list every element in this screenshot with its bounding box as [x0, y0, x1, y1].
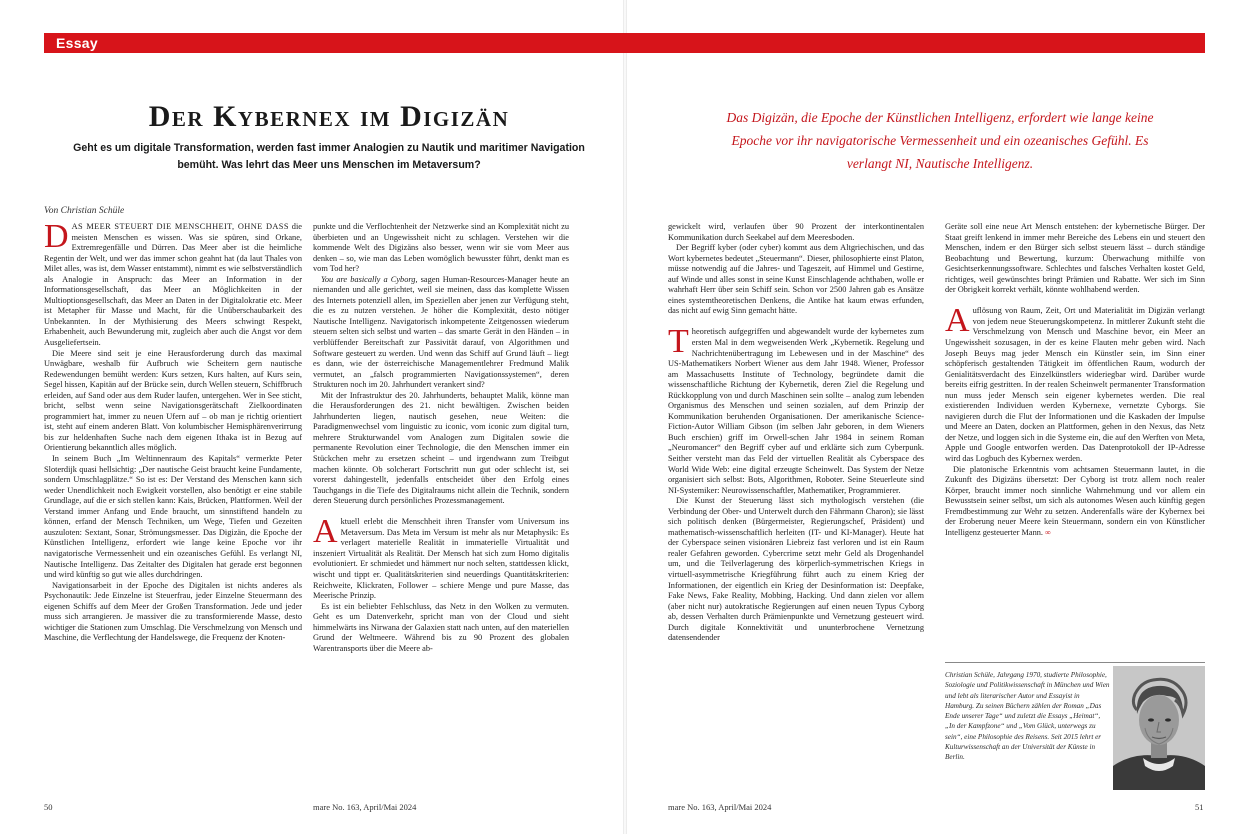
text-column-4 [945, 222, 1205, 662]
page-number-left: 50 [44, 802, 53, 812]
section-label: Essay [56, 35, 98, 51]
paragraph-text: die meisten Menschen es wissen. Was sie spüren, sind Orkane, Extremregenfälle und Dürren. Das Meer aber ist die heimliche Regentin der Welt, und wer das immer schon geahnt hat (da laut Thales von Milet alles, was ist, dem Wasser entstammt), nimmt es wie selbstverständlich als Analogie in Anspruch: das Meer an Information in der Informationsgesellschaft, das Meer an Möglichkeiten in der Multioptionsgesellschaft, das Meer an Daten in der Digitalokratie etc. Meer ist Metapher für Masse und Macht, für die Unüberschaubarkeit des Unbekannten. In der Mythisierung des Meers schwingt Respekt, Erhabenheit, auch Bewunderung mit, zugleich aber auch die Angst vor dem Ausgeliefertsein. [44, 222, 302, 348]
paragraph: Die Kunst der Steuerung lässt sich mythologisch verstehen (die Verbindung der Ober- und Unterwelt durch den Fährmann Charon); sie lässt sich politisch denken (Bürgermeister, Regierungschef, Präsident) und mathematisch-wissenschaftlich herleiten (IT- und KI-Manager). Heute hat der Cyberspace seinen visionären Liebreiz fast verloren und ist ein Raum realer Gefahren geworden. Cybercrime setzt mehr Geld als Drogenhandel um, und die Teilverlagerung des körperlich-symmetrischen Kriegs in virtuell-asymmetrische Kriegführung führt auch zu einem Krieg der Informationen, der eigentlich ein Krieg der Desinformation ist: Deepfake, Fake News, Fake Reality, Mobbing, Hacking. Und dann zielen vor allem (aber nicht nur) autokratische Regierungen auf einen neuen Typus Cyborg ab, dessen Verhalten durch Prämienpunkte und Vernetzung gesteuert wird. Durch digitale Konnektivität und ununterbrochene Vernetzung datensendender [668, 496, 924, 643]
bio-divider [945, 662, 1205, 663]
paragraph [945, 302, 1205, 464]
paragraph [945, 465, 1205, 539]
paragraph [668, 323, 924, 496]
drop-cap: D [44, 222, 69, 255]
paragraph [44, 222, 302, 349]
drop-cap: T [668, 323, 689, 361]
paragraph-text: uflösung von Raum, Zeit, Ort und Materialität im Digizän verlangt von jedem neue Steuerungskompetenz. In mittlerer Zukunft steht die Verschmelzung von Mensch und Maschine bevor, ein Meer an Ungewissheit sozusagen, in der es keine Flauten mehr geben wird. Nach Joseph Beuys mag jeder Mensch ein Künstler sein, im Sinn einer schöpferisch gestaltenden Tätigkeit im öffentlichen Raum, wodurch der Genialitätsverdacht des Einzelkünstlers wideriegbar wird. Darüber wurde bereits eifrig gestritten. In der realen Scheinwelt permanenter Transformation nun muss jeder Mensch sein eigener kybernetes werden. Die real existierenden Individuen werden Kybernexe, vernetzte Cyborgs. Sie navigieren durch die Flut der Informationen und die Kaskaden der Impulse und Meere an Daten, docken an Plattformen, gehen in den Nexus, das Netz der Netze, und loggen sich in die Systeme ein, die auf den Werften von Meta, Apple und Google entworfen werden. Das Datenprotokoll der IP-Adresse wird das Logbuch des Kybernex werden. [945, 306, 1205, 463]
author-bio: Christian Schüle, Jahrgang 1970, studierte Philosophie, Soziologie und Politikwissenschaft in München und Wien und lebt als literarischer Autor und Essayist in Hamburg. Zu seinen Büchern zählen der Roman „Das Ende unserer Tage“ und zuletzt die Essays „Heimat“, „In der Kampfzone“ und „Vom Glück, unterwegs zu sein“, eine Philosophie des Reisens. Seit 2015 lehrt er Kulturwissenschaft an der Universität der Künste in Berlin. [945, 671, 1110, 762]
drop-cap: A [945, 302, 970, 340]
text-column-3 [668, 222, 924, 792]
emphasis: You are basically a Cyborg, [321, 274, 418, 284]
issue-line-left: mare No. 163, April/Mai 2024 [313, 802, 417, 812]
author-byline: Von Christian Schüle [44, 206, 125, 216]
paragraph: In seinem Buch „Im Weltinnenraum des Kapitals“ vermerkte Peter Sloterdijk quasi hellsichtig: „Der nautische Geist braucht keine Fundamente, sondern Umschlagplätze.“ So ist es: Der Verstand des Menschen kann sich weder Unendlichkeit noch Ewigkeit vorstellen, also benötigt er eine stabile Grundlage, auf die er sich stellen kann: Kais, Brücken, Plattformen. Weil der Verstand immer Anfang und Ende braucht, um sinnstiftend handeln zu können, erfand der Mensch Techniken, um Wege, Tiefen und Gezeiten auszuloten: Sextant, Sonar, Strömungsmesser. Das Digizän, die Epoche der Künstlichen Intelligenz, erfordert wie lange keine Epoche vor ihr navigatorische Vermessenheit und ein ozeanisches Gefühl. Es verlangt NI, Nautische Intelligenz. Das Zeitalter des Digitalen hat gerade erst begonnen und wird künftig so gut wie alles durchdringen. [44, 454, 302, 580]
author-portrait [1113, 666, 1205, 790]
paragraph-text: Die platonische Erkenntnis vom achtsamen Steuermann lautet, in die Zukunft des Digizäns übersetzt: Der Cyborg ist trotz allem noch realer Körper, braucht immer noch sinnliche Wahrnehmung und vor allem ein Bewusstsein seiner selbst, um sich als autonomes Wesen auch künftig gegen Fremdbestimmung zur Wehr zu setzen. Anderenfalls wäre der Kybernex bei der Eroberung neuer Meere kein Steuermann, sondern ein von Künstlicher Intelligenz gesteuerter Mann. [945, 464, 1205, 537]
paragraph: Mit der Infrastruktur des 20. Jahrhunderts, behauptet Malik, könne man die Herausforderungen des 21. nicht bewältigen. Zwischen beiden Jahrhunderten liegen, nautisch gesehen, neue Weiten: die Paradigmenwechsel vom linguistic zu iconic, vom iconic zum digital turn, mehrere Strukturwandel vom Analogen zum Digitalen sowie die permanente Revolution einer Technologie, die den Menschen immer ein Stückchen mehr zu ersetzen scheint – und irgendwann zum Treibgut machen könnte. Ob solcherart Fortschritt nun gut oder schlecht ist, sei vorerst dahingestellt, jedenfalls entscheidet über den Erfolg eines Tauchgangs in die Tiefe des Digitalraums nicht allein die Technik, sondern deren Steuerung durch persönliches Prozessmanagement. [313, 390, 569, 506]
paragraph: gewickelt wird, verlaufen über 90 Prozent der interkontinentalen Kommunikation durch Seekabel auf dem Meeresboden. [668, 222, 924, 242]
paragraph: Geräte soll eine neue Art Mensch entstehen: der kybernetische Bürger. Der Staat greift lenkend in immer mehr Bereiche des Lebens ein und steuert den Menschen, indem er den Bürger sich selbst steuern lässt – durch ständige Beobachtung und Bewertung, kurzum: Überwachung mithilfe von Gesichtserkennungssoftware. Schlechtes und falsches Verhalten kostet Geld, richtiges, weil gewünschtes bringt Prämien und Rabatte. Wer sich im Sinn der Obrigkeit korrekt verhält, könnte wohlhabend werden. [945, 222, 1205, 295]
paragraph-text: ktuell erlebt die Menschheit ihren Transfer vom Universum ins Metaversum. Das Meta im Versum ist mehr als nur Metaphysik: Es verlagert materielle Realität in immaterielle Virtualität und inszeniert Virtualität als Realität. Der Mensch hat sich zum Homo digitalis evolutioniert. Er schmiedet und hämmert nur noch selten, stattdessen klickt, wischt und tippt er. Qualitätskriterien sind neuerdings Quantitätskriterien: Reichweite, Klickraten, Follower – schiere Menge und pure Masse, das Meerische Prinzip. [313, 517, 569, 601]
article-title: Der Kybernex im Digizän [148, 100, 510, 133]
paragraph-text: heoretisch aufgegriffen und abgewandelt wurde der kybernetes zum ersten Mal in dem wegweisenden Werk „Kybernetik. Regelung und Nachrichtenübertragung im Lebewesen und in der Maschine“ des US-Mathematikers Norbert Wiener aus dem Jahr 1948. Wiener, Professor am Massachusetts Institute of Technology, begründete damit die wissenschaftliche Richtung der Kybernetik, deren Ziel die Regelung und Rückkopplung von und durch Maschinen sein sollte – analog zum lebenden Organismus des Menschen und seinen sozialen, auf dem Prinzip der Kommunikation beruhenden Organisationen. Der amerikanische Science-Fiction-Autor William Gibson (im selben Jahr geboren, in dem Wieners Buch erschien) griff im Orwell-schen Jahr 1984 in seinem Roman „Neuromancer“ den Begriff cyber auf und erklärte sich zum Cyberpunk. Seither versteht man das Feld der virtuellen Realität als Cyberspace des World Wide Web: eine digital erzeugte Scheinwelt. Das System der Netze organisiert sich selbst: Bots, Algorithmen, Roboter. Seine Steuerleute sind NI-Systemiker: Neurowissenschaftler, Mathematiker, Programmierer. [668, 327, 924, 495]
drop-cap: A [313, 513, 338, 551]
paragraph: Der Begriff kyber (oder cyber) kommt aus dem Altgriechischen, und das Wort kybernetes bedeutet „Steuermann“. Dieser, philosophierte einst Platon, müsse notwendig auf die Jahres- und Tageszeit, auf Himmel und Gestirne, auf Winde und alles sonst in seine Kunst Einschlagende achthaben, wolle er wahrhaft Herr über sein Schiff sein. Schon vor 2500 Jahren gab es Ansätze eines systemtheoretischen Denkens, die Antike hat kaum etwas erfunden, das nicht auf ewig Sinn gemacht hätte. [668, 243, 924, 316]
paragraph: Die Meere sind seit je eine Herausforderung durch das maximal Unwägbare, weshalb für Aufbruch wie Scheitern gern nautische Redewendungen bemüht werden: Kurs setzen, Kurs halten, auf Kurs sein, Segel hissen, Kapitän auf der Brücke sein, durch Wellen steuern, Schiffbruch erleiden, auf Sand oder aus dem Ruder laufen, untergehen. Wer in See sticht, bricht, selbst wenn seine Navigationsgerätschaft Zielkoordinaten programmiert hat, immer zu neuen Ufern auf – ob man je richtig orientiert ist, steht auf einem anderen Blatt. Von kolumbischer Hemisphärenverirrung bis zur heldenhaften Suche nach dem eigenen Ithaka ist in Bezug auf Orientierung bekanntlich alles möglich. [44, 348, 302, 453]
page-number-right: 51 [1195, 802, 1204, 812]
paragraph: Es ist ein beliebter Fehlschluss, das Netz in den Wolken zu vermuten. Geht es um Datenverkehr, spricht man von der Cloud und sieht himmelwärts ins Nirwana der Galaxien statt nach unten, auf den materiellen Grund der Weltmeere. Während bis zu 90 Prozent des globalen Warentransports über die Meere ab- [313, 601, 569, 653]
pull-quote: Das Digizän, die Epoche der Künstlichen Intelligenz, erfordert wie lange keine Epoche vor ihr navigatorische Vermessenheit und ein ozeanisches Gefühl. Es verlangt NI, Nautische Intelligenz. [726, 110, 1154, 171]
section-bar [44, 33, 1205, 53]
paragraph: punkte und die Verflochtenheit der Netzwerke sind an Komplexität nicht zu überbieten und an Ungewissheit nicht zu schlagen. Verstehen wir die kommende Welt des Digizäns also besser, wenn wir sie vom Meer aus denken – so, wie man das Leben womöglich bewusster führt, denkt man es vom Tod her? [313, 222, 569, 274]
paragraph: Navigationsarbeit in der Epoche des Digitalen ist nichts anderes als Psychonautik: Jede Einzelne ist Steuerfrau, jeder Einzelne Steuermann des eigenen Schiffs auf dem Meer der Großen Transformation. Jede und jeder muss sich arrangieren. Je massiver die zu transformierende Masse, desto wichtiger die Stationen zum Umschlag. Die Verschmelzung von Mensch und Maschine, die Verflechtung der Handelswege, die Frequenz der Knoten- [44, 580, 302, 643]
paragraph-text: sagen Human-Resources-Manager heute an niemanden und alle gerichtet, weil sie meinen, dass das komplette Wissen des Internets potenziell allen, im Speziellen aber jenen zur Verfügung steht, die es zu nutzen verstehen. Je höher die Komplexität, desto nötiger Nautische Intelligenz. Navigatorisch inkompetente Zeitgenossen wiederum steuern selten sich selbst und warten – das smarte Gerät in den Händen – in verblüffender Bereitschaft zur Passivität darauf, von Algorithmen und Software gesteuert zu werden. Und wenn das Schiff auf Grund läuft – liegt es dann, wie der österreichische Managementlehrer Fredmund Malik vermutet, an „falsch programmierten Navigationssystemen“, deren Strukturen noch im 20. Jahrhundert verankert sind? [313, 274, 569, 390]
paragraph [313, 513, 569, 601]
text-column-1 [44, 222, 302, 792]
lead-in: AS MEER STEUERT DIE MENSCHHEIT, OHNE DASS [71, 222, 289, 231]
article-subtitle: Geht es um digitale Transformation, werden fast immer Analogien zu Nautik und maritimer Navigation bemüht. Was lehrt das Meer uns Menschen im Metaversum? [73, 142, 585, 171]
portrait-illustration [1113, 666, 1205, 790]
end-mark-icon: ∞ [1045, 527, 1051, 537]
spine-gutter [623, 0, 627, 834]
issue-line-right: mare No. 163, April/Mai 2024 [668, 802, 772, 812]
text-column-2 [313, 222, 569, 792]
paragraph [313, 275, 569, 391]
